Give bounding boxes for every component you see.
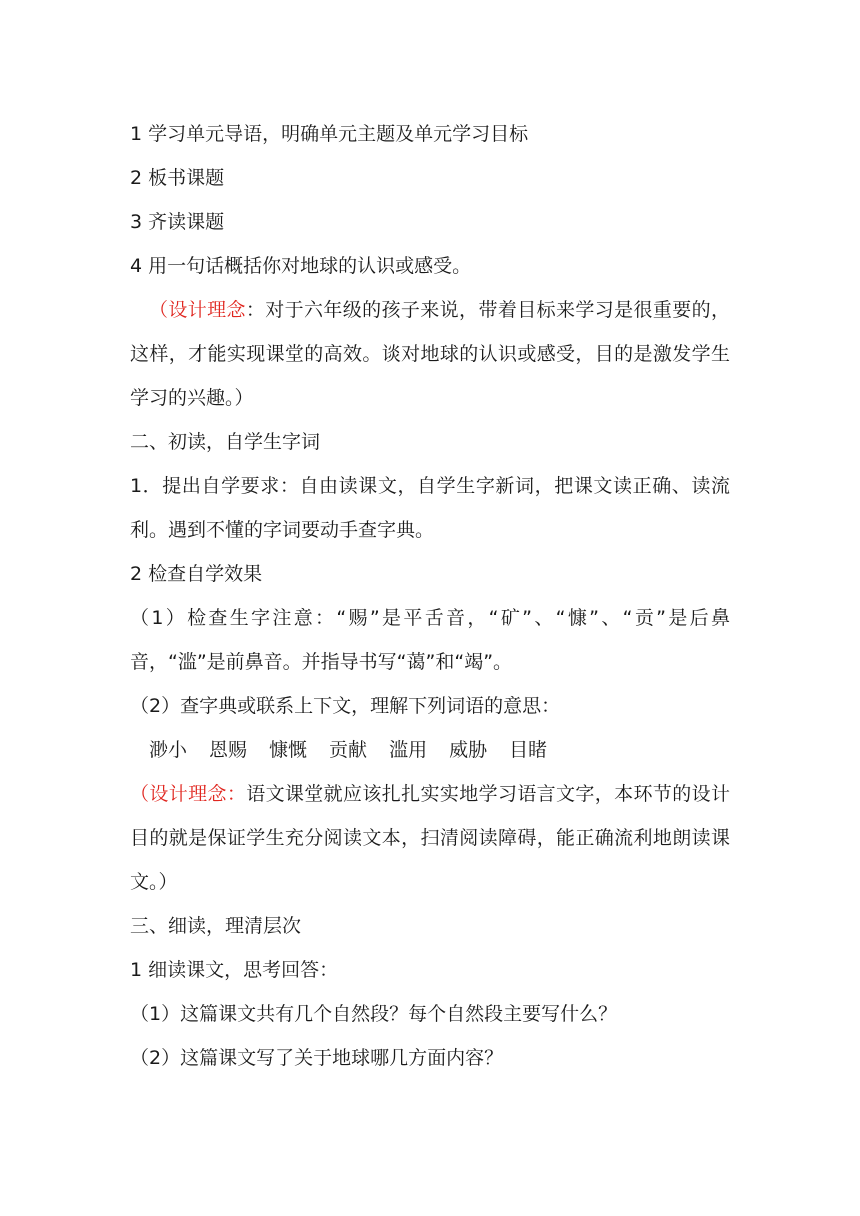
document-body: [130, 112, 730, 1080]
section-3-heading: 三、细读，理清层次: [130, 915, 302, 937]
step-4: 4 用一句话概括你对地球的认识或感受。: [130, 255, 472, 277]
step-3: 3 齐读课题: [130, 211, 225, 233]
section-2-heading: 二、初读，自学生字词: [130, 431, 321, 453]
vocab-word: 渺小: [149, 739, 188, 761]
section-2-item-1: 1．提出自学要求：自由读课文，自学生字新词，把课文读正确、读流利。遇到不懂的字词要动手查字典。: [130, 475, 730, 541]
vocab-word: 威胁: [449, 739, 488, 761]
vocab-word: 慷慨: [269, 739, 308, 761]
vocabulary-list: [130, 728, 730, 772]
vocab-word: 滥用: [389, 739, 428, 761]
design-note-2: [130, 772, 730, 904]
design-note-2-open: （: [130, 783, 150, 805]
vocab-word: 贡献: [329, 739, 368, 761]
section-3-sub-2: （2）这篇课文写了关于地球哪几方面内容？: [130, 1047, 504, 1069]
design-note-2-body: 语文课堂就应该扎扎实实地学习语言文字，本环节的设计目的就是保证学生充分阅读文本，扫清阅读障碍，能正确流利地朗读课文。）: [130, 783, 730, 893]
section-2-sub-2: （2）查字典或联系上下文，理解下列词语的意思：: [130, 695, 561, 717]
design-note-1-label: 设计理念: [168, 299, 246, 321]
vocab-word: 恩赐: [209, 739, 248, 761]
section-2-sub-1: （1）检查生字注意：“赐”是平舌音，“矿”、“慷”、“贡”是后鼻音，“滥”是前鼻音。并指导书写“蔼”和“竭”。: [130, 607, 730, 673]
design-note-1: [130, 288, 730, 420]
step-1: 1 学习单元导语，明确单元主题及单元学习目标: [130, 123, 529, 145]
vocab-word: 目睹: [509, 739, 548, 761]
design-note-2-label: 设计理念：: [149, 783, 247, 805]
section-3-item-1: 1 细读课文，思考回答：: [130, 959, 339, 981]
design-note-1-body: ：对于六年级的孩子来说，带着目标来学习是很重要的，这样，才能实现课堂的高效。谈对地球的认识或感受，目的是激发学生学习的兴趣。）: [130, 299, 730, 409]
design-note-1-open: （: [149, 299, 169, 321]
section-3-sub-1: （1）这篇课文共有几个自然段？每个自然段主要写什么？: [130, 1003, 618, 1025]
section-2-item-2: 2 检查自学效果: [130, 563, 263, 585]
step-2: 2 板书课题: [130, 167, 225, 189]
